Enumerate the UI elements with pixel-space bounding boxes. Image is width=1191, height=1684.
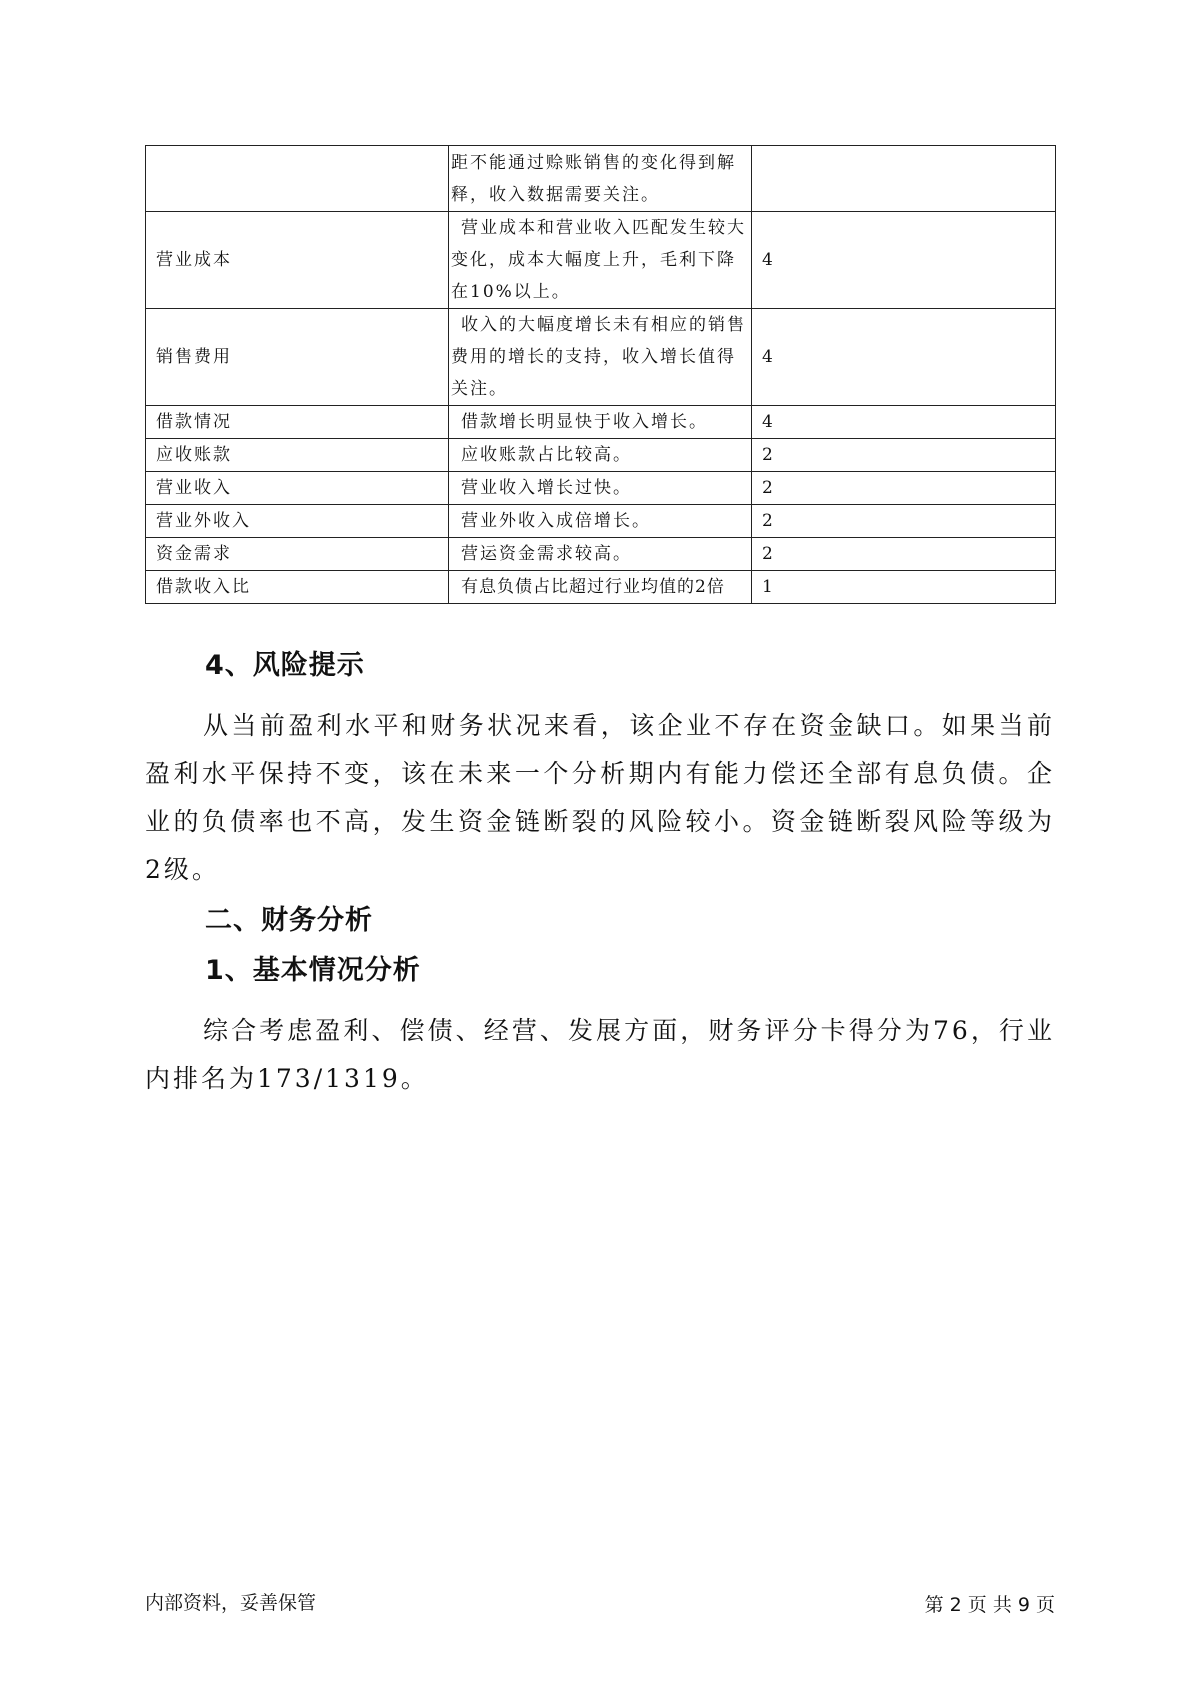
table-row bbox=[146, 439, 1056, 472]
table-cell-score: 4 bbox=[752, 212, 1056, 309]
footer-page-number: 第 2 页 共 9 页 bbox=[924, 1594, 1055, 1616]
table-cell-description bbox=[449, 472, 752, 505]
table-row bbox=[146, 146, 1056, 212]
description-text: 应收账款占比较高。 bbox=[461, 445, 632, 465]
table-cell-score: 2 bbox=[752, 472, 1056, 505]
table-cell-description bbox=[449, 571, 752, 604]
table-cell-item: 营业外收入 bbox=[146, 505, 449, 538]
table-row bbox=[146, 309, 1056, 406]
table-cell-score: 2 bbox=[752, 439, 1056, 472]
table-row bbox=[146, 406, 1056, 439]
basic-analysis-paragraph: 综合考虑盈利、偿债、经营、发展方面，财务评分卡得分为76，行业内排名为173/1319。 bbox=[145, 1016, 1055, 1093]
description-text: 营业收入增长过快。 bbox=[461, 478, 632, 498]
table-row bbox=[146, 538, 1056, 571]
table-row bbox=[146, 571, 1056, 604]
description-text: 有息负债占比超过行业均值的2倍 bbox=[461, 577, 725, 597]
table-cell-description: 距不能通过赊账销售的变化得到解释，收入数据需要关注。 bbox=[449, 146, 752, 212]
table-cell-description bbox=[449, 538, 752, 571]
table-cell-score bbox=[752, 146, 1056, 212]
table-row bbox=[146, 472, 1056, 505]
table-cell-description bbox=[449, 439, 752, 472]
table-cell-item bbox=[146, 146, 449, 212]
table-cell-item: 资金需求 bbox=[146, 538, 449, 571]
table-cell-item: 营业收入 bbox=[146, 472, 449, 505]
table-cell-item: 借款收入比 bbox=[146, 571, 449, 604]
table-row bbox=[146, 212, 1056, 309]
table-cell-score: 4 bbox=[752, 309, 1056, 406]
table-cell-description bbox=[449, 406, 752, 439]
table-cell-item: 应收账款 bbox=[146, 439, 449, 472]
table-cell-description bbox=[449, 309, 752, 406]
table-cell-score: 2 bbox=[752, 538, 1056, 571]
table-cell-description bbox=[449, 505, 752, 538]
risk-indicator-table bbox=[145, 145, 1056, 604]
table-cell-item: 营业成本 bbox=[146, 212, 449, 309]
table-cell-score: 4 bbox=[752, 406, 1056, 439]
footer-confidential-note: 内部资料，妥善保管 bbox=[145, 1592, 317, 1614]
table-row bbox=[146, 505, 1056, 538]
table-cell-item: 借款情况 bbox=[146, 406, 449, 439]
description-text: 营业成本和营业收入匹配发生较大变化，成本大幅度上升，毛利下降在10%以上。 bbox=[451, 218, 746, 302]
basic-analysis-heading: 1、基本情况分析 bbox=[205, 955, 421, 986]
description-text: 营业外收入成倍增长。 bbox=[461, 511, 651, 531]
table-cell-item: 销售费用 bbox=[146, 309, 449, 406]
financial-analysis-heading: 二、财务分析 bbox=[205, 905, 373, 936]
table-cell-description bbox=[449, 212, 752, 309]
table-cell-score: 2 bbox=[752, 505, 1056, 538]
risk-warning-paragraph: 从当前盈利水平和财务状况来看，该企业不存在资金缺口。如果当前盈利水平保持不变，该在未来一个分析期内有能力偿还全部有息负债。企业的负债率也不高，发生资金链断裂的风险较小。资金链断裂风险等级为2级。 bbox=[145, 711, 1055, 884]
description-text: 营运资金需求较高。 bbox=[461, 544, 632, 564]
table-cell-score: 1 bbox=[752, 571, 1056, 604]
risk-warning-heading: 4、风险提示 bbox=[205, 650, 365, 681]
description-text: 借款增长明显快于收入增长。 bbox=[461, 412, 708, 432]
description-text: 收入的大幅度增长未有相应的销售费用的增长的支持，收入增长值得关注。 bbox=[451, 315, 746, 399]
